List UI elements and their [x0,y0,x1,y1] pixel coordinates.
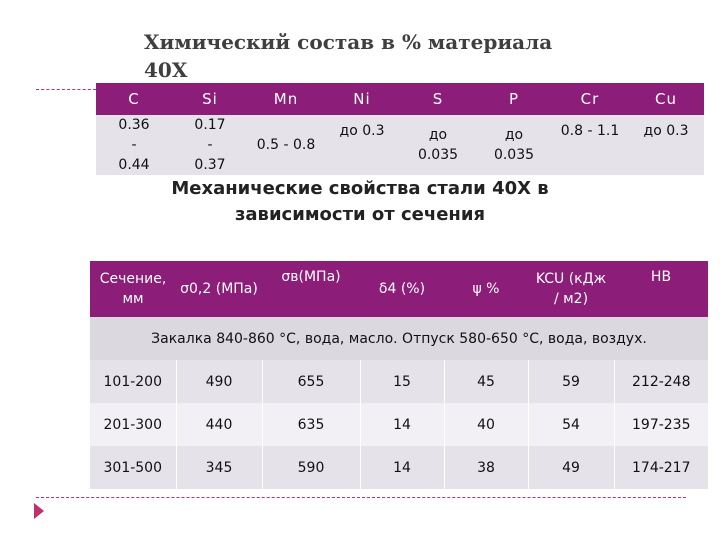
mech-header-cell: σв(МПа) [262,261,360,317]
chem-header-cell: Mn [248,83,324,115]
mechanical-properties-title: Механические свойства стали 40Х в зависимости от сечения [171,178,549,225]
chem-values-row [96,115,704,175]
chem-value-cell: до 0.3 [628,115,704,175]
heat-treatment-note: Закалка 840-860 °С, вода, масло. Отпуск 580-650 °С, вода, воздух. [90,317,708,360]
table-cell: 14 [360,446,444,489]
table-cell: 301-500 [90,446,176,489]
table-cell: 49 [528,446,614,489]
table-cell: 655 [262,360,360,403]
mech-header-cell: KCU (кДж / м2) [528,261,614,317]
table-row [90,446,708,489]
slide-title: Химический состав в % материала 40Х [144,30,553,82]
chem-value-cell: 0.5 - 0.8 [248,115,324,175]
table-row [90,403,708,446]
table-cell: 40 [444,403,528,446]
chem-header-cell: Ni [324,83,400,115]
table-cell: 14 [360,403,444,446]
table-cell: 54 [528,403,614,446]
bullet-arrow-icon [34,503,44,519]
chem-header-cell: S [400,83,476,115]
table-cell: 38 [444,446,528,489]
mechanical-properties-table [90,261,708,489]
chem-header-cell: C [96,83,172,115]
mech-header-cell: σ0,2 (МПа) [176,261,262,317]
mech-header-cell: δ4 (%) [360,261,444,317]
table-cell: 174-217 [614,446,708,489]
bottom-dashed-line [36,497,686,498]
mech-header-cell: ψ % [444,261,528,317]
table-row [90,360,708,403]
table-cell: 440 [176,403,262,446]
table-cell: 45 [444,360,528,403]
chem-value-cell: 0.17 - 0.37 [172,115,248,175]
table-cell: 15 [360,360,444,403]
chem-header-cell: Si [172,83,248,115]
chem-header-cell: Cr [552,83,628,115]
chem-value-cell: 0.8 - 1.1 [552,115,628,175]
table-cell: 490 [176,360,262,403]
table-cell: 101-200 [90,360,176,403]
table-cell: 197-235 [614,403,708,446]
chem-value-cell: до 0.035 [400,115,476,175]
table-cell: 212-248 [614,360,708,403]
table-cell: 590 [262,446,360,489]
mech-header-row [90,261,708,317]
mech-note-row [90,317,708,360]
chem-header-row [96,83,704,115]
chem-header-cell: Cu [628,83,704,115]
table-cell: 201-300 [90,403,176,446]
top-dashed-line [36,89,96,90]
table-cell: 59 [528,360,614,403]
chem-value-cell: 0.36 - 0.44 [96,115,172,175]
table-cell: 345 [176,446,262,489]
chem-value-cell: до 0.035 [476,115,552,175]
table-cell: 635 [262,403,360,446]
chemical-composition-table [96,83,704,175]
chem-header-cell: P [476,83,552,115]
mech-header-cell: HB [614,261,708,317]
chem-value-cell: до 0.3 [324,115,400,175]
mech-header-cell: Сечение, мм [90,261,176,317]
